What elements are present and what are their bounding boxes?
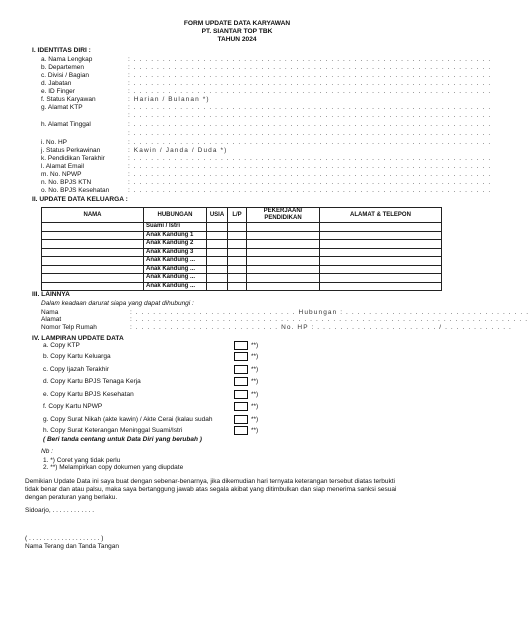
table-cell[interactable] <box>247 257 320 266</box>
lampiran-item-label: a. Copy KTP <box>43 342 80 349</box>
lampiran-item-label: b. Copy Kartu Keluarga <box>43 353 111 360</box>
table-cell[interactable] <box>320 274 442 283</box>
lampiran-item-label: f. Copy Kartu NPWP <box>43 403 103 410</box>
lampiran-item-label: g. Copy Surat Nikah (akte kawin) / Akte Cerai (kalau sudah <box>43 416 213 423</box>
identitas-value-field[interactable]: : . . . . . . . . . . . . . . . . . . . . . . . . . . . . . . . . . . . . . . . . . . . . . . . . . . . . . . . . . . . . . . <box>128 179 492 186</box>
table-cell[interactable] <box>320 231 442 240</box>
identitas-label: l. Alamat Email <box>41 163 84 170</box>
emergency-name-field[interactable]: : . . . . . . . . . . . . . . . . . . . . . . . . . . . . Hubungan : . . . . . . . . . . . . . . . . . . . . . . . . . . . . . . . . <box>130 309 529 316</box>
attachment-checkbox[interactable] <box>234 426 248 435</box>
table-cell[interactable] <box>228 223 247 232</box>
identitas-value-field[interactable]: : . . . . . . . . . . . . . . . . . . . . . . . . . . . . . . . . . . . . . . . . . . . . . . . . . . . . . . . . . . . . . . <box>128 64 492 71</box>
table-cell[interactable] <box>228 248 247 257</box>
col-alamat-telepon: ALAMAT & TELEPON <box>320 208 442 223</box>
emergency-address-label: Alamat <box>41 316 62 323</box>
col-hubungan: HUBUNGAN <box>144 208 207 223</box>
attachment-checkbox[interactable] <box>234 365 248 374</box>
table-cell[interactable] <box>247 265 320 274</box>
emergency-address-field[interactable]: : . . . . . . . . . . . . . . . . . . . . . . . . . . . . . . . . . . . . . . . . . . . . . . . . . . . . . . . . . . . . . . . . . . . . <box>130 316 529 323</box>
statement-line-2: tidak benar dan atau palsu, maka saya bertanggung jawab atas segala akibat yang ditimbulkan dan siap menerima sanksi sesuai <box>25 486 397 493</box>
table-cell[interactable] <box>207 223 228 232</box>
identitas-label: b. Departemen <box>41 64 84 71</box>
identitas-value-field[interactable]: : . . . . . . . . . . . . . . . . . . . . . . . . . . . . . . . . . . . . . . . . . . . . . . . . . . . . . . . . . . . . . . <box>128 56 492 63</box>
identitas-value-field[interactable]: : . . . . . . . . . . . . . . . . . . . . . . . . . . . . . . . . . . . . . . . . . . . . . . . . . . . . . . . . . . . . . . <box>128 112 492 119</box>
table-cell[interactable] <box>247 240 320 249</box>
attachment-mark: **) <box>251 416 259 423</box>
identitas-value-field[interactable]: : . . . . . . . . . . . . . . . . . . . . . . . . . . . . . . . . . . . . . . . . . . . . . . . . . . . . . . . . . . . . . . <box>128 163 492 170</box>
lampiran-item-label: e. Copy Kartu BPJS Kesehatan <box>43 391 134 398</box>
identitas-label: k. Pendidikan Terakhir <box>41 155 105 162</box>
table-cell[interactable] <box>320 223 442 232</box>
nb-item-1: 1. *) Coret yang tidak perlu <box>43 457 121 464</box>
table-cell[interactable] <box>247 248 320 257</box>
table-cell[interactable] <box>207 265 228 274</box>
attachment-mark: **) <box>251 403 259 410</box>
identitas-label: e. ID Finger <box>41 88 75 95</box>
form-year: TAHUN 2024 <box>217 36 257 43</box>
lampiran-item-label: h. Copy Surat Keterangan Meninggal Suami/Istri <box>43 427 183 434</box>
identitas-label: h. Alamat Tinggal <box>41 121 91 128</box>
identitas-value-field[interactable]: : . . . . . . . . . . . . . . . . . . . . . . . . . . . . . . . . . . . . . . . . . . . . . . . . . . . . . . . . . . . . . . <box>128 88 492 95</box>
attachment-mark: **) <box>251 366 259 373</box>
relation-cell: Anak Kandung 2 <box>144 240 207 249</box>
table-cell[interactable] <box>42 240 144 249</box>
table-cell[interactable] <box>228 257 247 266</box>
table-cell[interactable] <box>42 231 144 240</box>
table-cell[interactable] <box>247 223 320 232</box>
table-cell[interactable] <box>320 240 442 249</box>
identitas-value-field[interactable]: : . . . . . . . . . . . . . . . . . . . . . . . . . . . . . . . . . . . . . . . . . . . . . . . . . . . . . . . . . . . . . . <box>128 104 492 111</box>
table-cell[interactable] <box>320 282 442 291</box>
attachment-mark: **) <box>251 427 259 434</box>
table-row <box>42 240 442 249</box>
table-cell[interactable] <box>207 282 228 291</box>
table-row <box>42 274 442 283</box>
table-cell[interactable] <box>228 231 247 240</box>
signature-name-line[interactable]: ( . . . . . . . . . . . . . . . . . . . . ) <box>25 535 104 542</box>
identitas-value-field[interactable]: : . . . . . . . . . . . . . . . . . . . . . . . . . . . . . . . . . . . . . . . . . . . . . . . . . . . . . . . . . . . . . . <box>128 171 492 178</box>
table-cell[interactable] <box>247 231 320 240</box>
relation-cell: Anak Kandung 1 <box>144 231 207 240</box>
emergency-name-label: Nama <box>41 309 59 316</box>
relation-cell: Anak Kandung 3 <box>144 248 207 257</box>
table-cell[interactable] <box>228 274 247 283</box>
section-lainnya-heading: III. LAINNYA <box>32 291 70 298</box>
table-row <box>42 248 442 257</box>
company-name: PT. SIANTAR TOP TBK <box>201 28 273 35</box>
signature-place-date[interactable]: Sidoarjo, . . . . . . . . . . . . <box>25 507 94 514</box>
lampiran-item-label: d. Copy Kartu BPJS Tenaga Kerja <box>43 378 141 385</box>
relation-cell: Suami / Istri <box>144 223 207 232</box>
table-cell[interactable] <box>42 265 144 274</box>
attachment-checkbox[interactable] <box>234 377 248 386</box>
emergency-intro: Dalam keadaan darurat siapa yang dapat dihubungi : <box>41 300 194 307</box>
table-cell[interactable] <box>207 257 228 266</box>
table-cell[interactable] <box>207 240 228 249</box>
signature-caption: Nama Terang dan Tanda Tangan <box>25 543 119 550</box>
attachment-checkbox[interactable] <box>234 341 248 350</box>
table-cell[interactable] <box>207 274 228 283</box>
identitas-value-field[interactable]: : . . . . . . . . . . . . . . . . . . . . . . . . . . . . . . . . . . . . . . . . . . . . . . . . . . . . . . . . . . . . . . <box>128 121 492 128</box>
table-row <box>42 231 442 240</box>
col-usia: USIA <box>207 208 228 223</box>
table-cell[interactable] <box>42 248 144 257</box>
table-cell[interactable] <box>247 274 320 283</box>
attachment-checkbox[interactable] <box>234 415 248 424</box>
table-cell[interactable] <box>247 282 320 291</box>
table-cell[interactable] <box>320 248 442 257</box>
identitas-label: c. Divisi / Bagian <box>41 72 90 79</box>
identitas-label: n. No. BPJS KTN <box>41 179 92 186</box>
relation-cell: Anak Kandung ... <box>144 282 207 291</box>
col-pekerjaan: PEKERJAAN/ PENDIDIKAN <box>247 208 320 223</box>
table-cell[interactable] <box>42 257 144 266</box>
identitas-label: f. Status Karyawan <box>41 96 96 103</box>
attachment-mark: **) <box>251 353 259 360</box>
family-table <box>41 207 442 291</box>
attachment-checkbox[interactable] <box>234 390 248 399</box>
identitas-label: a. Nama Lengkap <box>41 56 93 63</box>
identitas-value-field[interactable]: : . . . . . . . . . . . . . . . . . . . . . . . . . . . . . . . . . . . . . . . . . . . . . . . . . . . . . . . . . . . . . . <box>128 187 492 194</box>
identitas-label: g. Alamat KTP <box>41 104 83 111</box>
col-nama: NAMA <box>42 208 144 223</box>
identitas-value-field[interactable]: : . . . . . . . . . . . . . . . . . . . . . . . . . . . . . . . . . . . . . . . . . . . . . . . . . . . . . . . . . . . . . . <box>128 72 492 79</box>
nb-item-2: 2. **) Melampirkan copy dokumen yang diupdate <box>43 464 184 471</box>
relation-cell: Anak Kandung ... <box>144 257 207 266</box>
form-title: FORM UPDATE DATA KARYAWAN <box>183 20 291 27</box>
identitas-label: m. No. NPWP <box>41 171 82 178</box>
col-lp: L/P <box>228 208 247 223</box>
identitas-label: j. Status Perkawinan <box>41 147 101 154</box>
section-identitas-heading: I. IDENTITAS DIRI : <box>32 47 91 54</box>
table-cell[interactable] <box>42 223 144 232</box>
attachment-checkbox[interactable] <box>234 352 248 361</box>
table-cell[interactable] <box>42 274 144 283</box>
attachment-checkbox[interactable] <box>234 402 248 411</box>
attachment-mark: **) <box>251 391 259 398</box>
identitas-value-field[interactable]: : Kawin / Janda / Duda *) <box>128 147 228 154</box>
attachment-mark: **) <box>251 378 259 385</box>
table-row <box>42 265 442 274</box>
relation-cell: Anak Kandung ... <box>144 274 207 283</box>
statement-line-1: Demikian Update Data ini saya buat dengan sebenar-benarnya, jika dikemudian hari ternyata keterangan tersebut diatas terbukti <box>25 478 396 485</box>
identitas-value-field[interactable]: : . . . . . . . . . . . . . . . . . . . . . . . . . . . . . . . . . . . . . . . . . . . . . . . . . . . . . . . . . . . . . . <box>128 155 492 162</box>
lampiran-note: ( Beri tanda centang untuk Data Diri yang berubah ) <box>43 436 202 443</box>
table-cell[interactable] <box>42 282 144 291</box>
family-table-header <box>42 208 442 223</box>
attachment-mark: **) <box>251 342 259 349</box>
table-cell[interactable] <box>228 240 247 249</box>
table-row <box>42 257 442 266</box>
table-cell[interactable] <box>228 265 247 274</box>
emergency-phone-field[interactable]: : . . . . . . . . . . . . . . . . . . . . . . . . . No. HP : . . . . . . . . . . . . . . . . . . . . . / . . . . . . . . . . . . <box>130 324 512 331</box>
statement-line-3: dengan peraturan yang berlaku. <box>25 494 118 501</box>
section-lampiran-heading: IV. LAMPIRAN UPDATE DATA <box>32 335 124 342</box>
table-row <box>42 282 442 291</box>
section-keluarga-heading: II. UPDATE DATA KELUARGA : <box>32 196 128 203</box>
nb-label: Nb : <box>41 448 53 455</box>
emergency-phone-label: Nomor Telp Rumah <box>41 324 97 331</box>
relation-cell: Anak Kandung ... <box>144 265 207 274</box>
identitas-value-field[interactable]: : . . . . . . . . . . . . . . . . . . . . . . . . . . . . . . . . . . . . . . . . . . . . . . . . . . . . . . . . . . . . . . <box>128 130 492 137</box>
table-cell[interactable] <box>228 282 247 291</box>
table-cell[interactable] <box>320 257 442 266</box>
table-row <box>42 223 442 232</box>
identitas-value-field[interactable]: : . . . . . . . . . . . . . . . . . . . . . . . . . . . . . . . . . . . . . . . . . . . . . . . . . . . . . . . . . . . . . . <box>128 139 492 146</box>
identitas-value-field[interactable]: : . . . . . . . . . . . . . . . . . . . . . . . . . . . . . . . . . . . . . . . . . . . . . . . . . . . . . . . . . . . . . . <box>128 80 492 87</box>
identitas-label: i. No. HP <box>41 139 68 146</box>
identitas-label: o. No. BPJS Kesehatan <box>41 187 110 194</box>
table-cell[interactable] <box>320 265 442 274</box>
table-cell[interactable] <box>207 231 228 240</box>
lampiran-item-label: c. Copy Ijazah Terakhir <box>43 366 109 373</box>
identitas-value-field[interactable]: : Harian / Bulanan *) <box>128 96 210 103</box>
table-cell[interactable] <box>207 248 228 257</box>
identitas-label: d. Jabatan <box>41 80 72 87</box>
